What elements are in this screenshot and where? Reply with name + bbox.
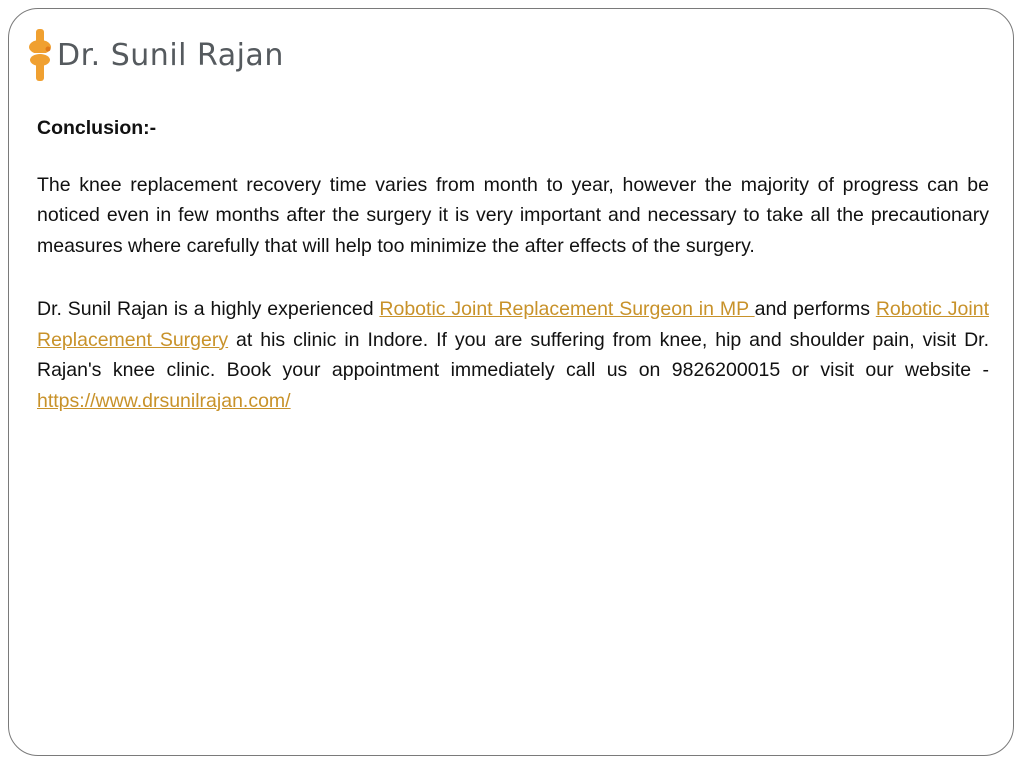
website-link[interactable]: https://www.drsunilrajan.com/ — [37, 389, 291, 412]
surgeon-link[interactable]: Robotic Joint Replacement Surgeon in MP — [379, 298, 755, 320]
slide-content — [37, 113, 989, 449]
about-text-2: and performs — [754, 298, 876, 320]
conclusion-heading: Conclusion:- — [37, 117, 157, 139]
brand-logo — [27, 27, 284, 83]
about-text-3: at his clinic in Indore. If you are suffering from knee, hip and shoulder pain, visit Dr. Rajan's knee clinic. Book your appointment immediately call us on 9826200015 or visit our website - — [37, 328, 990, 381]
conclusion-paragraph: The knee replacement recovery time varies from month to year, however the majority of progress can be noticed even in few months after the surgery it is very important and necessary to take all the precautionary measures where carefully that will help too minimize the after effects of the surgery. — [37, 173, 989, 257]
surgery-link[interactable]: Robotic Joint Replacement Surgery — [37, 298, 989, 351]
brand-name: Dr. Sunil Rajan — [57, 37, 284, 73]
about-paragraph — [37, 294, 989, 416]
slide-frame — [8, 8, 1014, 756]
knee-joint-icon — [27, 29, 53, 81]
about-text-1: Dr. Sunil Rajan is a highly experienced — [37, 298, 380, 320]
